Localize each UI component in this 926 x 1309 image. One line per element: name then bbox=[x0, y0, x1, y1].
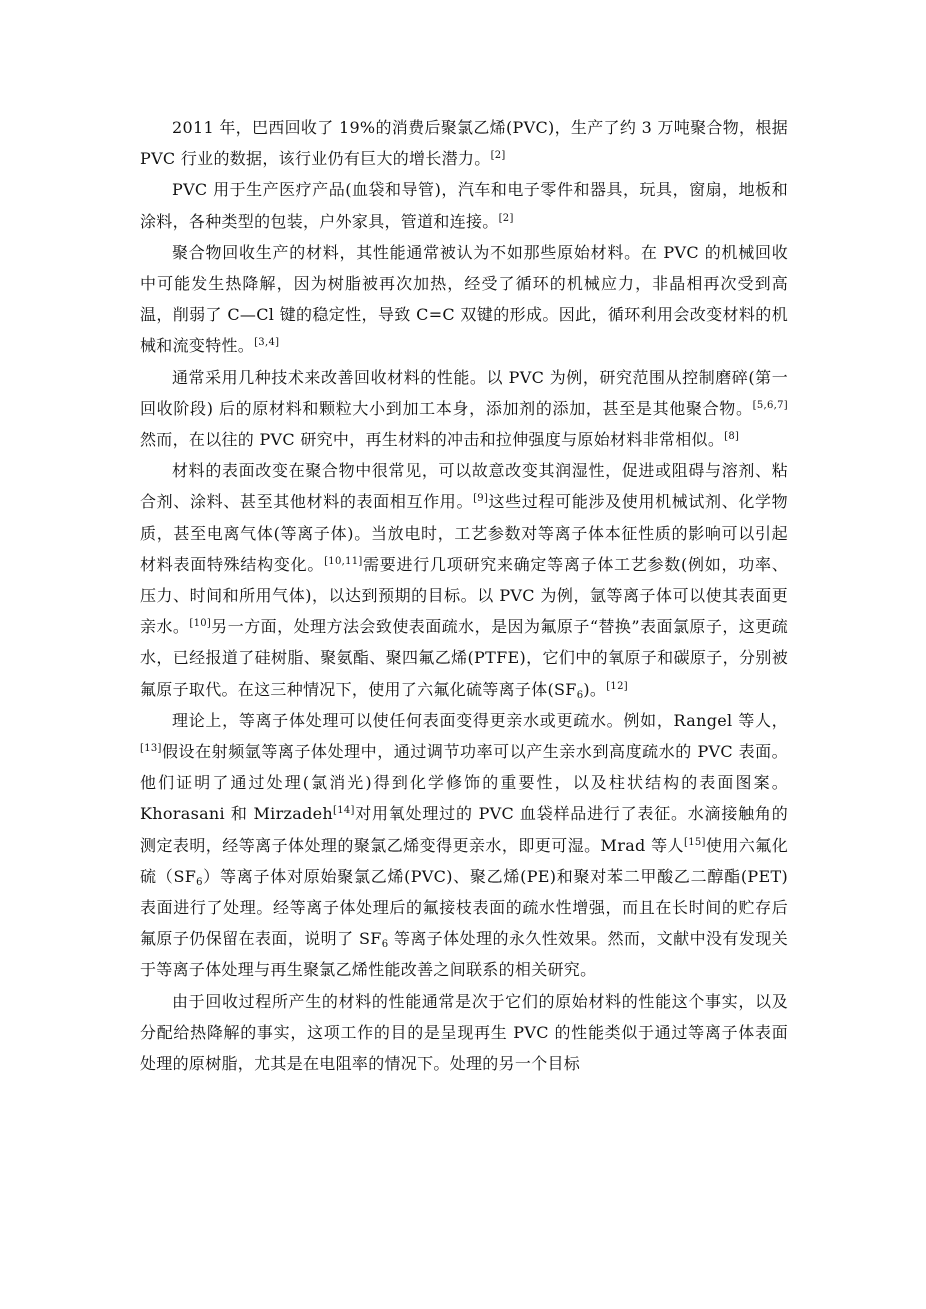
text-run: )。 bbox=[583, 679, 607, 699]
citation-ref: [9] bbox=[473, 493, 489, 505]
text-run: 对用氧处理过的 PVC 血袋样品进行了表征。水滴接触角的测定表明，经等离子体处理的聚氯乙烯变得更亲水，即更可湿。Mrad 等人 bbox=[140, 804, 788, 855]
paragraph bbox=[140, 174, 788, 236]
text-run: 聚合物回收生产的材料，其性能通常被认为不如那些原始材料。在 PVC 的机械回收中可能发生热降解，因为树脂被再次加热，经受了循环的机械应力，非晶相再次受到高温，削弱了 C—Cl 键的稳定性，导致 C=C 双键的形成。因此，循环利用会改变材料的机械和流变特性。 bbox=[140, 242, 788, 356]
text-run: 使用六氟化硫（SF bbox=[140, 835, 788, 886]
text-run: 由于回收过程所产生的材料的性能通常是次于它们的原始材料的性能这个事实，以及分配给热降解的事实，这项工作的目的是呈现再生 PVC 的性能类似于通过等离子体表面处理的原树脂，尤其是在电阻率的情况下。处理的另一个目标 bbox=[140, 991, 788, 1074]
text-run: 假设在射频氩等离子体处理中，通过调节功率可以产生亲水到高度疏水的 PVC 表面。他们证明了通过处理(氯消光)得到化学修饰的重要性，以及柱状结构的表面图案。Khorasani 和 Mirzadeh bbox=[140, 742, 788, 824]
citation-ref: [12] bbox=[606, 680, 628, 692]
text-run: PVC 用于生产医疗产品(血袋和导管)，汽车和电子零件和器具，玩具，窗扇，地板和涂料，各种类型的包装，户外家具，管道和连接。 bbox=[140, 180, 788, 231]
citation-ref: [3,4] bbox=[254, 337, 280, 349]
text-run: 需要进行几项研究来确定等离子体工艺参数(例如，功率、压力、时间和所用气体)，以达到预期的目标。以 PVC 为例，氩等离子体可以使其表面更亲水。 bbox=[140, 554, 788, 637]
text-run: 材料的表面改变在聚合物中很常见，可以故意改变其润湿性，促进或阻碍与溶剂、粘合剂、涂料、甚至其他材料的表面相互作用。 bbox=[140, 461, 788, 512]
citation-ref: [15] bbox=[684, 836, 706, 848]
paragraph bbox=[140, 705, 788, 986]
paragraph bbox=[140, 112, 788, 174]
citation-ref: [2] bbox=[498, 212, 514, 224]
citation-ref: [13] bbox=[140, 743, 162, 755]
text-run: 等离子体处理的永久性效果。然而，文献中没有发现关于等离子体处理与再生聚氯乙烯性能改善之间联系的相关研究。 bbox=[140, 929, 788, 980]
text-run: 这些过程可能涉及使用机械试剂、化学物质，甚至电离气体(等离子体)。当放电时，工艺参数对等离子体本征性质的影响可以引起材料表面特殊结构变化。 bbox=[140, 492, 788, 574]
text-run: 理论上，等离子体处理可以使任何表面变得更亲水或更疏水。例如，Rangel 等人， bbox=[172, 710, 788, 730]
citation-ref: [14] bbox=[333, 805, 355, 817]
text-run: 另一方面，处理方法会致使表面疏水，是因为氟原子“替换”表面氯原子，这更疏水，已经报道了硅树脂、聚氨酯、聚四氟乙烯(PTFE)，它们中的氧原子和碳原子，分别被氟原子取代。在这三种情况下，使用了六氟化硫等离子体(SF bbox=[140, 617, 788, 699]
citation-ref: [2] bbox=[490, 150, 506, 162]
paragraph bbox=[140, 237, 788, 362]
paragraph bbox=[140, 455, 788, 705]
subscript: 6 bbox=[196, 876, 203, 888]
text-run: 然而，在以往的 PVC 研究中，再生材料的冲击和拉伸强度与原始材料非常相似。 bbox=[140, 430, 725, 450]
text-run: 2011 年，巴西回收了 19%的消费后聚氯乙烯(PVC)，生产了约 3 万吨聚合物，根据 PVC 行业的数据，该行业仍有巨大的增长潜力。 bbox=[140, 118, 788, 169]
citation-ref: [10] bbox=[189, 618, 212, 630]
citation-ref: [8] bbox=[724, 431, 740, 443]
paragraph bbox=[140, 362, 788, 456]
citation-ref: [5,6,7] bbox=[752, 399, 788, 411]
document-body bbox=[140, 112, 788, 1079]
subscript: 6 bbox=[576, 689, 584, 701]
paragraph bbox=[140, 986, 788, 1080]
text-run: ）等离子体对原始聚氯乙烯(PVC)、聚乙烯(PE)和聚对苯二甲酸乙二醇酯(PET)表面进行了处理。经等离子体处理后的氟接枝表面的疏水性增强，而且在长时间的贮存后氟原子仍保留在表面，说明了 SF bbox=[140, 866, 788, 949]
text-run: 通常采用几种技术来改善回收材料的性能。以 PVC 为例，研究范围从控制磨碎(第一回收阶段) 后的原材料和颗粒大小到加工本身，添加剂的添加，甚至是其他聚合物。 bbox=[140, 367, 788, 418]
subscript: 6 bbox=[381, 939, 389, 951]
citation-ref: [10,11] bbox=[324, 555, 363, 567]
